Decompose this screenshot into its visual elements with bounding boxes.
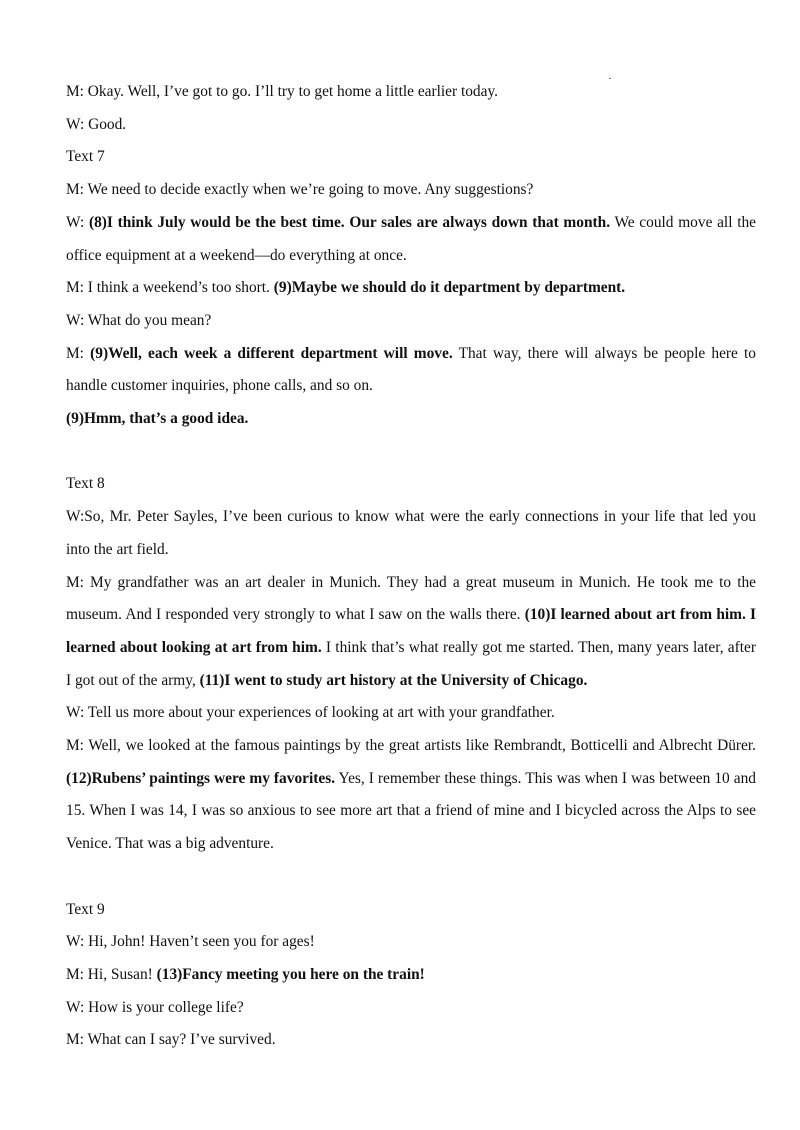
transcript-line <box>66 894 756 927</box>
transcript-line <box>66 109 756 142</box>
dialogue-text: Text 9 <box>66 900 105 918</box>
dialogue-text: M: I think a weekend’s too short. <box>66 279 274 297</box>
transcript-line <box>66 76 756 109</box>
answer-highlight: (11)I went to study art history at the University of Chicago. <box>199 671 588 689</box>
transcript-line <box>66 403 756 436</box>
dialogue-text: M: Well, we looked at the famous paintings by the great artists like Rembrandt, Botticelli and Albrecht Dürer. <box>66 737 756 755</box>
answer-highlight: (9)Hmm, that’s a good idea. <box>66 410 249 428</box>
dialogue-text: W: What do you mean? <box>66 311 212 329</box>
transcript-line <box>66 305 756 338</box>
transcript-line <box>66 697 756 730</box>
dialogue-text: W: <box>66 213 89 231</box>
dialogue-text: Yes, I remember these things. This was when I was between 10 and 15. When I was 14, I was so anxious to see more art that a friend of mine and I bicycled across the Alps to see Venice. That was a big adventure. <box>66 769 756 853</box>
transcript-line <box>66 730 756 861</box>
dialogue-text: M: <box>66 344 91 362</box>
transcript-line <box>66 468 756 501</box>
dialogue-text: W: Tell us more about your experiences of looking at art with your grandfather. <box>66 704 555 722</box>
dialogue-text: We could move all the office equipment at a weekend—do everything at once. <box>66 213 756 264</box>
answer-highlight: (9)Well, each week a different department will move. <box>90 344 453 362</box>
transcript-line <box>66 1024 756 1057</box>
transcript-line <box>66 207 756 272</box>
transcript-line <box>66 272 756 305</box>
dialogue-text: W:So, Mr. Peter Sayles, I’ve been curious to know what were the early connections in your life that led you into the art field. <box>66 508 756 558</box>
dialogue-text: M: Hi, Susan! <box>66 965 157 983</box>
transcript-line <box>66 501 756 566</box>
dialogue-text: M: We need to decide exactly when we’re going to move. Any suggestions? <box>66 181 534 199</box>
dialogue-text: W: How is your college life? <box>66 998 244 1016</box>
transcript-page <box>66 76 756 1057</box>
answer-highlight: (10)I learned about art from him. I learned about looking at art from him. <box>66 606 756 656</box>
dialogue-text: That way, there will always be people here to handle customer inquiries, phone calls, and so on. <box>66 344 756 395</box>
dialogue-text: W: Good. <box>66 115 127 133</box>
answer-highlight: (13)Fancy meeting you here on the train! <box>156 965 425 983</box>
section-spacer <box>66 861 756 894</box>
dialogue-text: Text 7 <box>66 148 105 166</box>
transcript-line <box>66 567 756 698</box>
section-spacer <box>66 436 756 469</box>
transcript-line <box>66 174 756 207</box>
transcript-line <box>66 992 756 1025</box>
transcript-line <box>66 959 756 992</box>
dialogue-text: M: Okay. Well, I’ve got to go. I’ll try to get home a little earlier today. <box>66 83 499 100</box>
dialogue-text: M: What can I say? I’ve survived. <box>66 1031 276 1049</box>
answer-highlight: (9)Maybe we should do it department by department. <box>273 279 626 297</box>
transcript-line <box>66 926 756 959</box>
dialogue-text: M: My grandfather was an art dealer in Munich. They had a great museum in Munich. He took me to the museum. And I responded very strongly to what I saw on the walls there. <box>66 573 756 624</box>
dialogue-text: Text 8 <box>66 475 105 493</box>
answer-highlight: (12)Rubens’ paintings were my favorites. <box>66 769 336 787</box>
transcript-line <box>66 141 756 174</box>
transcript-line <box>66 338 756 403</box>
dialogue-text: W: Hi, John! Haven’t seen you for ages! <box>66 933 315 951</box>
dialogue-text: I think that’s what really got me started. Then, many years later, after I got out of the army, <box>66 638 756 689</box>
answer-highlight: (8)I think July would be the best time. Our sales are always down that month. <box>88 213 611 231</box>
